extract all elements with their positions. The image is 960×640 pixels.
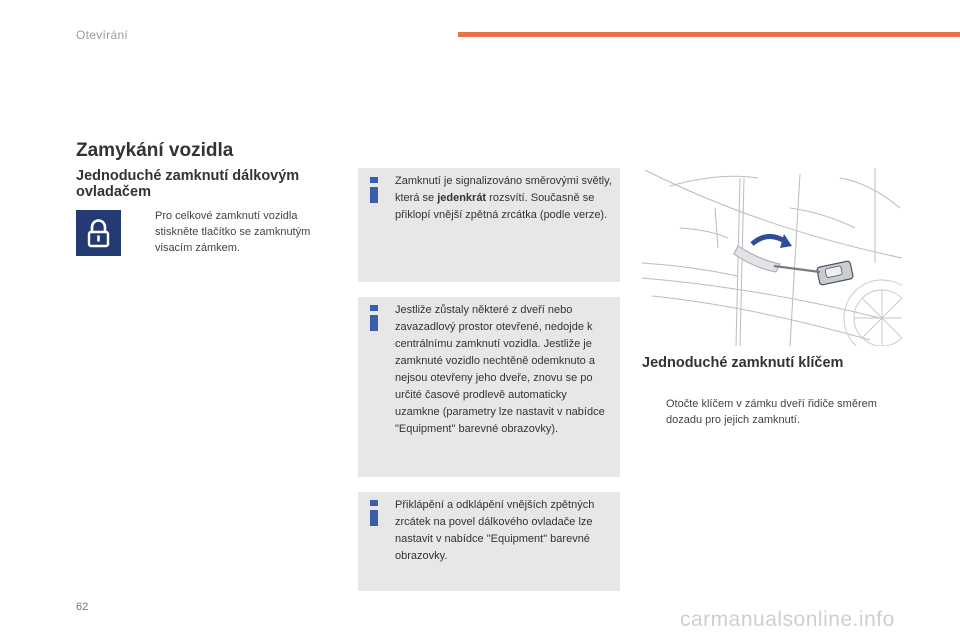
page-number: 62 bbox=[76, 601, 89, 613]
page-title: Zamykání vozidla bbox=[76, 140, 234, 161]
info-icon bbox=[368, 500, 380, 530]
remote-lock-instruction bbox=[134, 208, 334, 260]
info-box-auto-relock bbox=[358, 297, 620, 477]
info-icon bbox=[368, 177, 380, 207]
car-door-key-illustration bbox=[640, 168, 902, 346]
info-box-mirror-folding-text: Přiklápění a odklápění vnějších zpětných zrcátek na povel dálkového ovladače lze nastavit v nabídce "Equipment" barevné obrazovky. bbox=[395, 499, 595, 562]
info-box-signaling bbox=[358, 168, 620, 282]
section-header-title: Otevírání bbox=[76, 28, 129, 42]
info-box-auto-relock-text: Jestliže zůstaly některé z dveří nebo zavazadlový prostor otevřené, nedojde k centrálnímu zamknutí vozidla. Jestliže je zamknuté vozidlo nechtěně odemknuto a nejsou otevřeny jeho dveře, znovu se po určité časové prodlevě automaticky uzamkne (parametry lze nastavit v nabídce "Equipment" barevné obrazovky). bbox=[395, 304, 605, 435]
key-lock-instruction-text: Otočte klíčem v zámku dveří řidiče směrem dozadu pro jejich zamknutí. bbox=[666, 398, 877, 426]
watermark: carmanualsonline.info bbox=[680, 608, 895, 631]
info-box-signaling-text: Zamknutí je signalizováno směrovými světly, která se jedenkrát rozsvítí. Současně se přiklopí vnější zpětná zrcátka (podle verze). bbox=[395, 175, 612, 221]
remote-lock-instruction-text: Pro celkové zamknutí vozidla stiskněte tlačítko se zamknutým visacím zámkem. bbox=[155, 210, 311, 254]
header-accent-bar bbox=[458, 32, 960, 37]
key-lock-section-title: Jednoduché zamknutí klíčem bbox=[642, 355, 844, 371]
key-lock-instruction bbox=[645, 396, 910, 432]
info-icon bbox=[368, 305, 380, 335]
padlock-locked-icon bbox=[76, 210, 121, 256]
info-box-mirror-folding bbox=[358, 492, 620, 591]
remote-lock-section-title: Jednoduché zamknutí dálkovým ovladačem bbox=[76, 168, 300, 200]
emphasis-once: jedenkrát bbox=[437, 192, 487, 204]
